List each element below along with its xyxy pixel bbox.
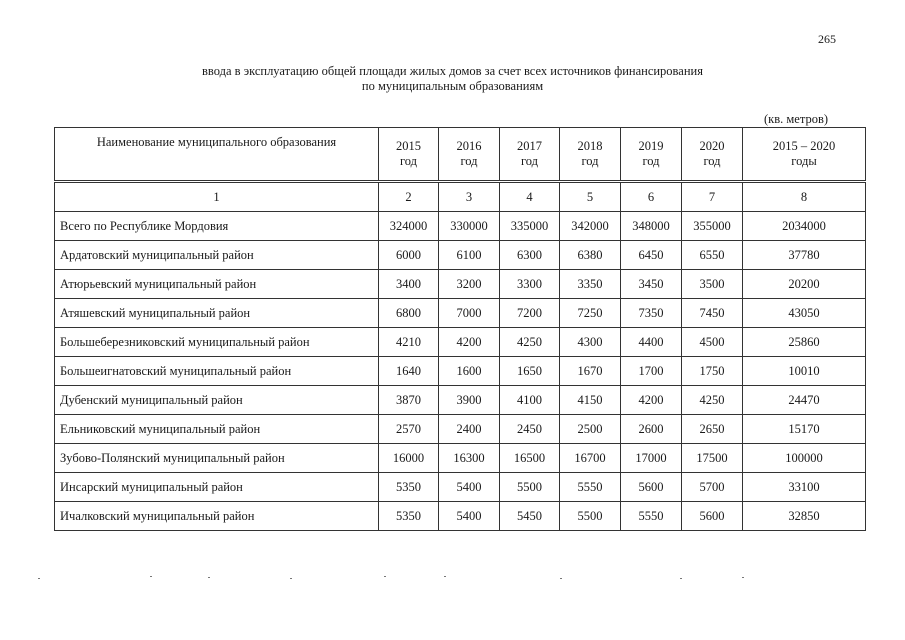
- row-value: 6380: [560, 241, 621, 270]
- table-row: [55, 502, 866, 531]
- row-value: 5450: [500, 502, 560, 531]
- row-value: 4100: [500, 386, 560, 415]
- row-value: 5600: [621, 473, 682, 502]
- speck: [560, 578, 562, 579]
- row-value: 3900: [439, 386, 500, 415]
- row-value: 1650: [500, 357, 560, 386]
- speck: [444, 576, 446, 577]
- row-value: 4250: [682, 386, 743, 415]
- row-value: 4400: [621, 328, 682, 357]
- row-value: 6450: [621, 241, 682, 270]
- speck: [150, 576, 152, 577]
- row-value: 1700: [621, 357, 682, 386]
- row-value: 3350: [560, 270, 621, 299]
- table-row: [55, 270, 866, 299]
- row-value: 5700: [682, 473, 743, 502]
- speck: [290, 578, 292, 579]
- row-value: 2400: [439, 415, 500, 444]
- row-value: 6000: [379, 241, 439, 270]
- column-number: 1: [55, 182, 379, 212]
- row-name: Атяшевский муниципальный район: [55, 299, 379, 328]
- row-value: 4210: [379, 328, 439, 357]
- row-value: 5500: [500, 473, 560, 502]
- row-value: 5550: [621, 502, 682, 531]
- row-value: 4300: [560, 328, 621, 357]
- row-value: 4200: [621, 386, 682, 415]
- document-title: [0, 64, 905, 94]
- row-value: 1670: [560, 357, 621, 386]
- row-value: 3200: [439, 270, 500, 299]
- page-number: 265: [818, 32, 836, 46]
- row-value: 3450: [621, 270, 682, 299]
- row-value: 10010: [743, 357, 866, 386]
- header-year-2018: 2018 год: [560, 128, 621, 182]
- row-value: 6100: [439, 241, 500, 270]
- row-name: Большеберезниковский муниципальный район: [55, 328, 379, 357]
- row-value: 17500: [682, 444, 743, 473]
- table-header-row: [55, 128, 866, 182]
- row-name: Большеигнатовский муниципальный район: [55, 357, 379, 386]
- column-number-row: [55, 182, 866, 212]
- column-number: 5: [560, 182, 621, 212]
- row-value: 15170: [743, 415, 866, 444]
- row-value: 2650: [682, 415, 743, 444]
- header-year-2019: 2019 год: [621, 128, 682, 182]
- row-value: 6550: [682, 241, 743, 270]
- row-value: 7200: [500, 299, 560, 328]
- row-value: 3870: [379, 386, 439, 415]
- row-value: 5550: [560, 473, 621, 502]
- title-line-2: по муниципальным образованиям: [361, 79, 544, 93]
- column-number: 6: [621, 182, 682, 212]
- table-body: [55, 212, 866, 531]
- row-value: 25860: [743, 328, 866, 357]
- table-row: [55, 328, 866, 357]
- row-value: 5400: [439, 502, 500, 531]
- row-name: Инсарский муниципальный район: [55, 473, 379, 502]
- title-line-1: ввода в эксплуатацию общей площади жилых домов за счет всех источников финансирования: [202, 64, 703, 78]
- units-label: (кв. метров): [764, 112, 829, 126]
- row-value: 100000: [743, 444, 866, 473]
- row-value: 2450: [500, 415, 560, 444]
- row-value: 3500: [682, 270, 743, 299]
- column-number: 4: [500, 182, 560, 212]
- row-value: 1600: [439, 357, 500, 386]
- header-year-2015: 2015 год: [379, 128, 439, 182]
- header-year-2020: 2020 год: [682, 128, 743, 182]
- row-value: 7350: [621, 299, 682, 328]
- row-value: 7250: [560, 299, 621, 328]
- row-value: 16700: [560, 444, 621, 473]
- row-value: 4250: [500, 328, 560, 357]
- row-value: 4150: [560, 386, 621, 415]
- row-value: 2600: [621, 415, 682, 444]
- row-value: 17000: [621, 444, 682, 473]
- row-value: 324000: [379, 212, 439, 241]
- row-value: 5600: [682, 502, 743, 531]
- speck: [680, 578, 682, 579]
- row-value: 2500: [560, 415, 621, 444]
- row-value: 342000: [560, 212, 621, 241]
- row-value: 348000: [621, 212, 682, 241]
- row-value: 3300: [500, 270, 560, 299]
- column-number: 7: [682, 182, 743, 212]
- table-row: [55, 473, 866, 502]
- row-name: Зубово-Полянский муниципальный район: [55, 444, 379, 473]
- row-value: 335000: [500, 212, 560, 241]
- column-number: 2: [379, 182, 439, 212]
- table-row: [55, 444, 866, 473]
- table-row: [55, 357, 866, 386]
- scan-specks: [0, 576, 905, 582]
- row-value: 4200: [439, 328, 500, 357]
- housing-table: [54, 127, 866, 531]
- row-name: Ардатовский муниципальный район: [55, 241, 379, 270]
- table-row: [55, 386, 866, 415]
- row-value: 5350: [379, 502, 439, 531]
- header-year-2017: 2017 год: [500, 128, 560, 182]
- row-value: 355000: [682, 212, 743, 241]
- row-value: 43050: [743, 299, 866, 328]
- row-value: 32850: [743, 502, 866, 531]
- column-number: 3: [439, 182, 500, 212]
- header-total: 2015 – 2020 годы: [743, 128, 866, 182]
- speck: [384, 576, 386, 577]
- row-name: Ельниковский муниципальный район: [55, 415, 379, 444]
- row-value: 3400: [379, 270, 439, 299]
- column-number: 8: [743, 182, 866, 212]
- row-value: 5500: [560, 502, 621, 531]
- row-value: 24470: [743, 386, 866, 415]
- speck: [742, 577, 744, 578]
- table-row: [55, 415, 866, 444]
- row-value: 16500: [500, 444, 560, 473]
- row-value: 5350: [379, 473, 439, 502]
- row-value: 16000: [379, 444, 439, 473]
- row-name: Ичалковский муниципальный район: [55, 502, 379, 531]
- header-year-2016: 2016 год: [439, 128, 500, 182]
- speck: [38, 578, 40, 579]
- row-value: 1750: [682, 357, 743, 386]
- row-value: 6800: [379, 299, 439, 328]
- table-row: [55, 299, 866, 328]
- row-value: 16300: [439, 444, 500, 473]
- row-name: Всего по Республике Мордовия: [55, 212, 379, 241]
- speck: [208, 577, 210, 578]
- header-name: Наименование муниципального образования: [55, 128, 379, 182]
- row-value: 1640: [379, 357, 439, 386]
- row-value: 2034000: [743, 212, 866, 241]
- row-value: 7450: [682, 299, 743, 328]
- row-value: 20200: [743, 270, 866, 299]
- row-value: 37780: [743, 241, 866, 270]
- row-value: 6300: [500, 241, 560, 270]
- row-value: 7000: [439, 299, 500, 328]
- row-value: 5400: [439, 473, 500, 502]
- table-row: [55, 241, 866, 270]
- row-name: Атюрьевский муниципальный район: [55, 270, 379, 299]
- row-value: 2570: [379, 415, 439, 444]
- row-value: 33100: [743, 473, 866, 502]
- row-value: 4500: [682, 328, 743, 357]
- row-value: 330000: [439, 212, 500, 241]
- row-name: Дубенский муниципальный район: [55, 386, 379, 415]
- table-row: [55, 212, 866, 241]
